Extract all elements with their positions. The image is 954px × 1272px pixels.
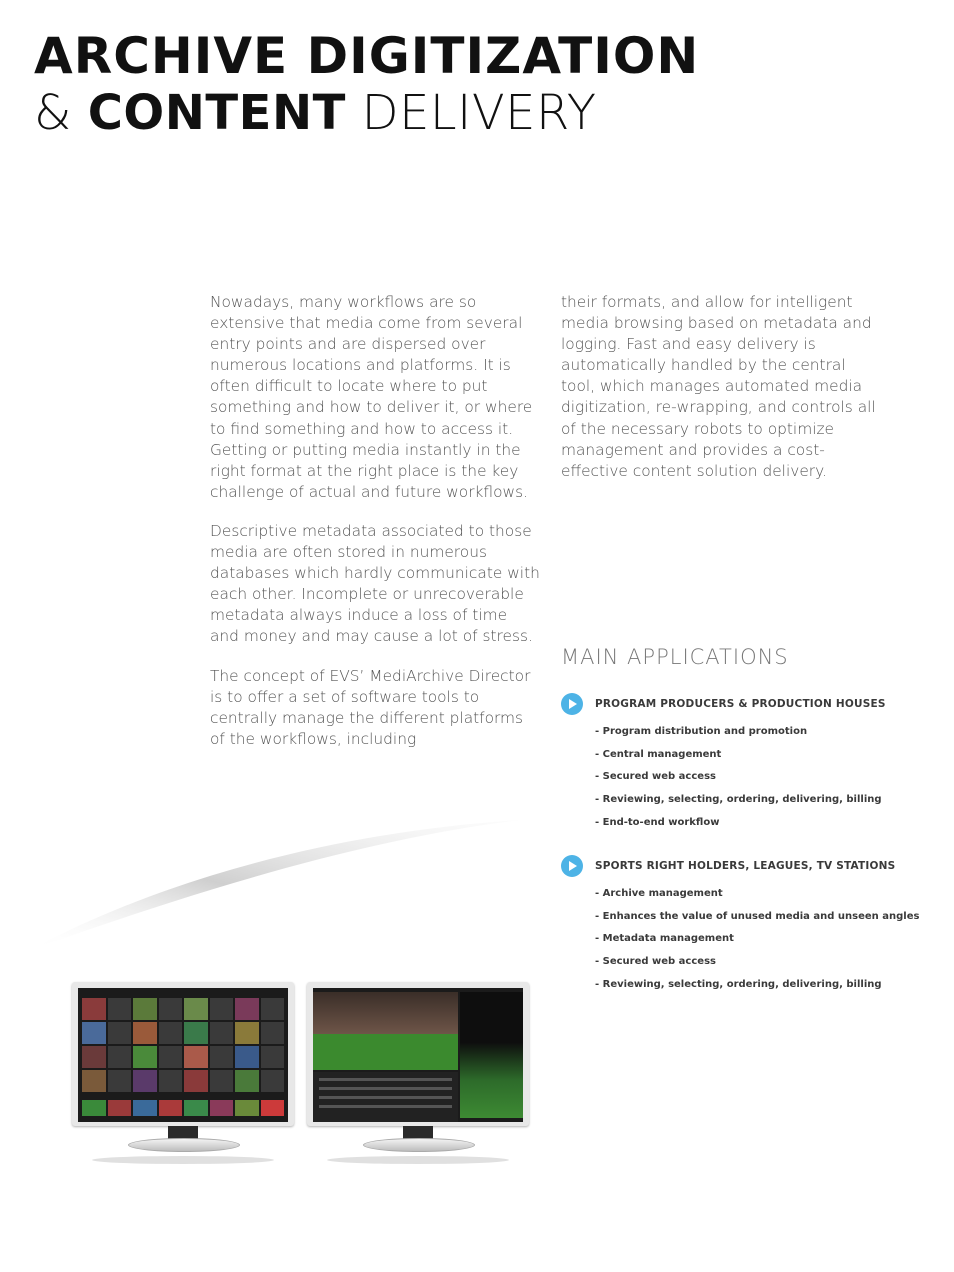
title-line-2 (34, 84, 699, 142)
monitor-browser-grid (72, 982, 294, 1172)
monitor-bezel (72, 982, 294, 1126)
play-bullet-icon (561, 855, 583, 877)
list-item: - End-to-end workflow (595, 812, 886, 835)
monitor-shadow (327, 1156, 509, 1164)
thumbnail-grid (82, 998, 284, 1092)
monitor-base (363, 1138, 475, 1152)
body-column-right (561, 292, 881, 500)
title-ampersand: & (34, 85, 72, 141)
application-group-producers (561, 693, 886, 834)
title-content-word: CONTENT (87, 85, 346, 141)
video-secondary-view (460, 992, 523, 1118)
group-header (561, 855, 919, 877)
application-list (595, 721, 886, 834)
body-paragraph: Nowadays, many workflows are so extensive that media come from several entry points and are dispersed over numerous locations and platforms. It is often difficult to locate where to put something and how to deliver it, or where to find something and how to access it. Getting or putting media instantly in the right format at the right place is the key challenge of actual and future workflows. (210, 293, 533, 501)
application-list (595, 883, 919, 996)
application-group-sports (561, 855, 919, 996)
monitor-player (307, 982, 529, 1172)
player-controls (313, 1072, 458, 1122)
video-pitch (313, 1034, 458, 1070)
list-item: - Enhances the value of unused media and unseen angles (595, 906, 919, 929)
video-stands (313, 992, 458, 1034)
decorative-swoosh (0, 800, 540, 960)
list-item: - Reviewing, selecting, ordering, delivering, billing (595, 789, 886, 812)
monitor-base (128, 1138, 240, 1152)
list-item: - Reviewing, selecting, ordering, delivering, billing (595, 974, 919, 997)
monitor-screen (78, 988, 288, 1122)
monitor-bezel (307, 982, 529, 1126)
body-paragraph: The concept of EVS’ MediArchive Director is to offer a set of software tools to centrally manage the different platforms of the workflows, including (210, 666, 531, 748)
group-title: PROGRAM PRODUCERS & PRODUCTION HOUSES (595, 698, 886, 710)
list-item: - Metadata management (595, 928, 919, 951)
list-item: - Secured web access (595, 951, 919, 974)
monitor-screen (313, 988, 523, 1122)
filmstrip (82, 1100, 284, 1116)
body-column-left (210, 292, 540, 768)
body-paragraph: their formats, and allow for intelligent media browsing based on metadata and logging. Fast and easy delivery is automatically handled by the central tool, which manages automated media digitization, re-wrapping, and controls all of the necessary robots to optimize management and provides a cost-effective content solution delivery. (561, 293, 876, 480)
list-item: - Archive management (595, 883, 919, 906)
list-item: - Secured web access (595, 766, 886, 789)
title-delivery-word: DELIVERY (361, 85, 597, 141)
monitor-shadow (92, 1156, 274, 1164)
group-title: SPORTS RIGHT HOLDERS, LEAGUES, TV STATIONS (595, 860, 896, 872)
title-line-1: ARCHIVE DIGITIZATION (34, 27, 700, 85)
list-item: - Program distribution and promotion (595, 721, 886, 744)
play-bullet-icon (561, 693, 583, 715)
group-header (561, 693, 886, 715)
main-applications-heading: MAIN APPLICATIONS (561, 645, 789, 669)
list-item: - Central management (595, 744, 886, 767)
body-paragraph: Descriptive metadata associated to those media are often stored in numerous databases which hardly communicate with each other. Incomplete or unrecoverable metadata always induce a loss of time and money and may cause a lot of stress. (210, 521, 540, 646)
page-title (34, 28, 699, 142)
